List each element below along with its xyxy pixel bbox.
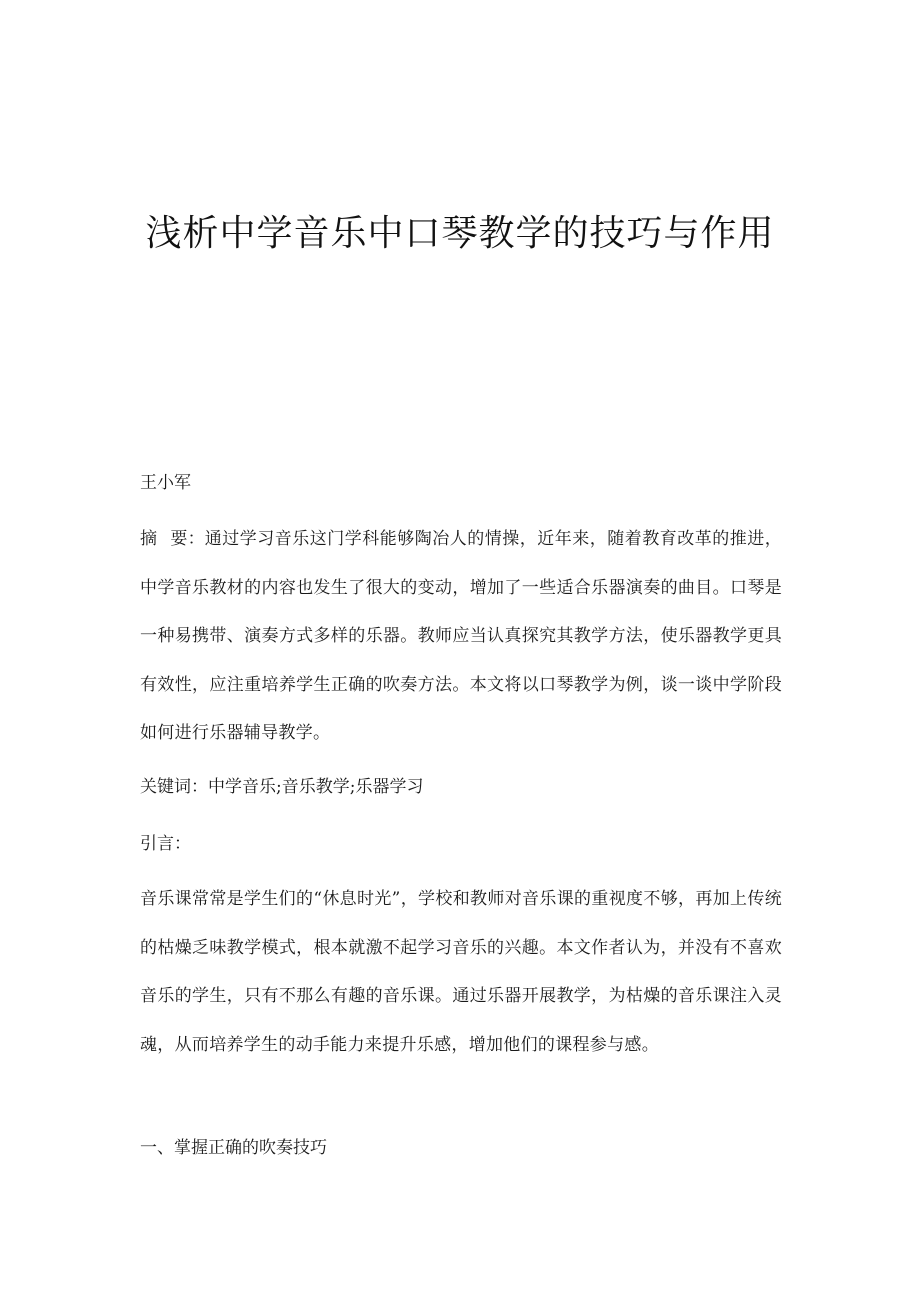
abstract-paragraph bbox=[140, 515, 782, 758]
document-title: 浅析中学音乐中口琴教学的技巧与作用 bbox=[145, 213, 775, 254]
abstract-label-part2: 要： bbox=[170, 529, 205, 549]
intro-heading: 引言： bbox=[140, 834, 191, 854]
abstract-label-part1: 摘 bbox=[140, 529, 158, 549]
intro-paragraph: 音乐课常常是学生们的“休息时光”，学校和教师对音乐课的重视度不够，再加上传统的枯燥乏味教学模式，根本就激不起学习音乐的兴趣。本文作者认为，并没有不喜欢音乐的学生，只有不那么有趣的音乐课。通过乐器开展教学，为枯燥的音乐课注入灵魂，从而培养学生的动手能力来提升乐感，增加他们的课程参与感。 bbox=[140, 889, 782, 1055]
author-name: 王小军 bbox=[140, 473, 191, 493]
keywords-line: 关键词：中学音乐;音乐教学;乐器学习 bbox=[140, 777, 424, 797]
section-heading-1: 一、掌握正确的吹奏技巧 bbox=[140, 1138, 327, 1158]
abstract-text: 通过学习音乐这门学科能够陶冶人的情操，近年来，随着教育改革的推进，中学音乐教材的内容也发生了很大的变动，增加了一些适合乐器演奏的曲目。口琴是一种易携带、演奏方式多样的乐器。教师应当认真探究其教学方法，使乐器教学更具有效性，应注重培养学生正确的吹奏方法。本文将以口琴教学为例，谈一谈中学阶段如何进行乐器辅导教学。 bbox=[140, 529, 783, 743]
